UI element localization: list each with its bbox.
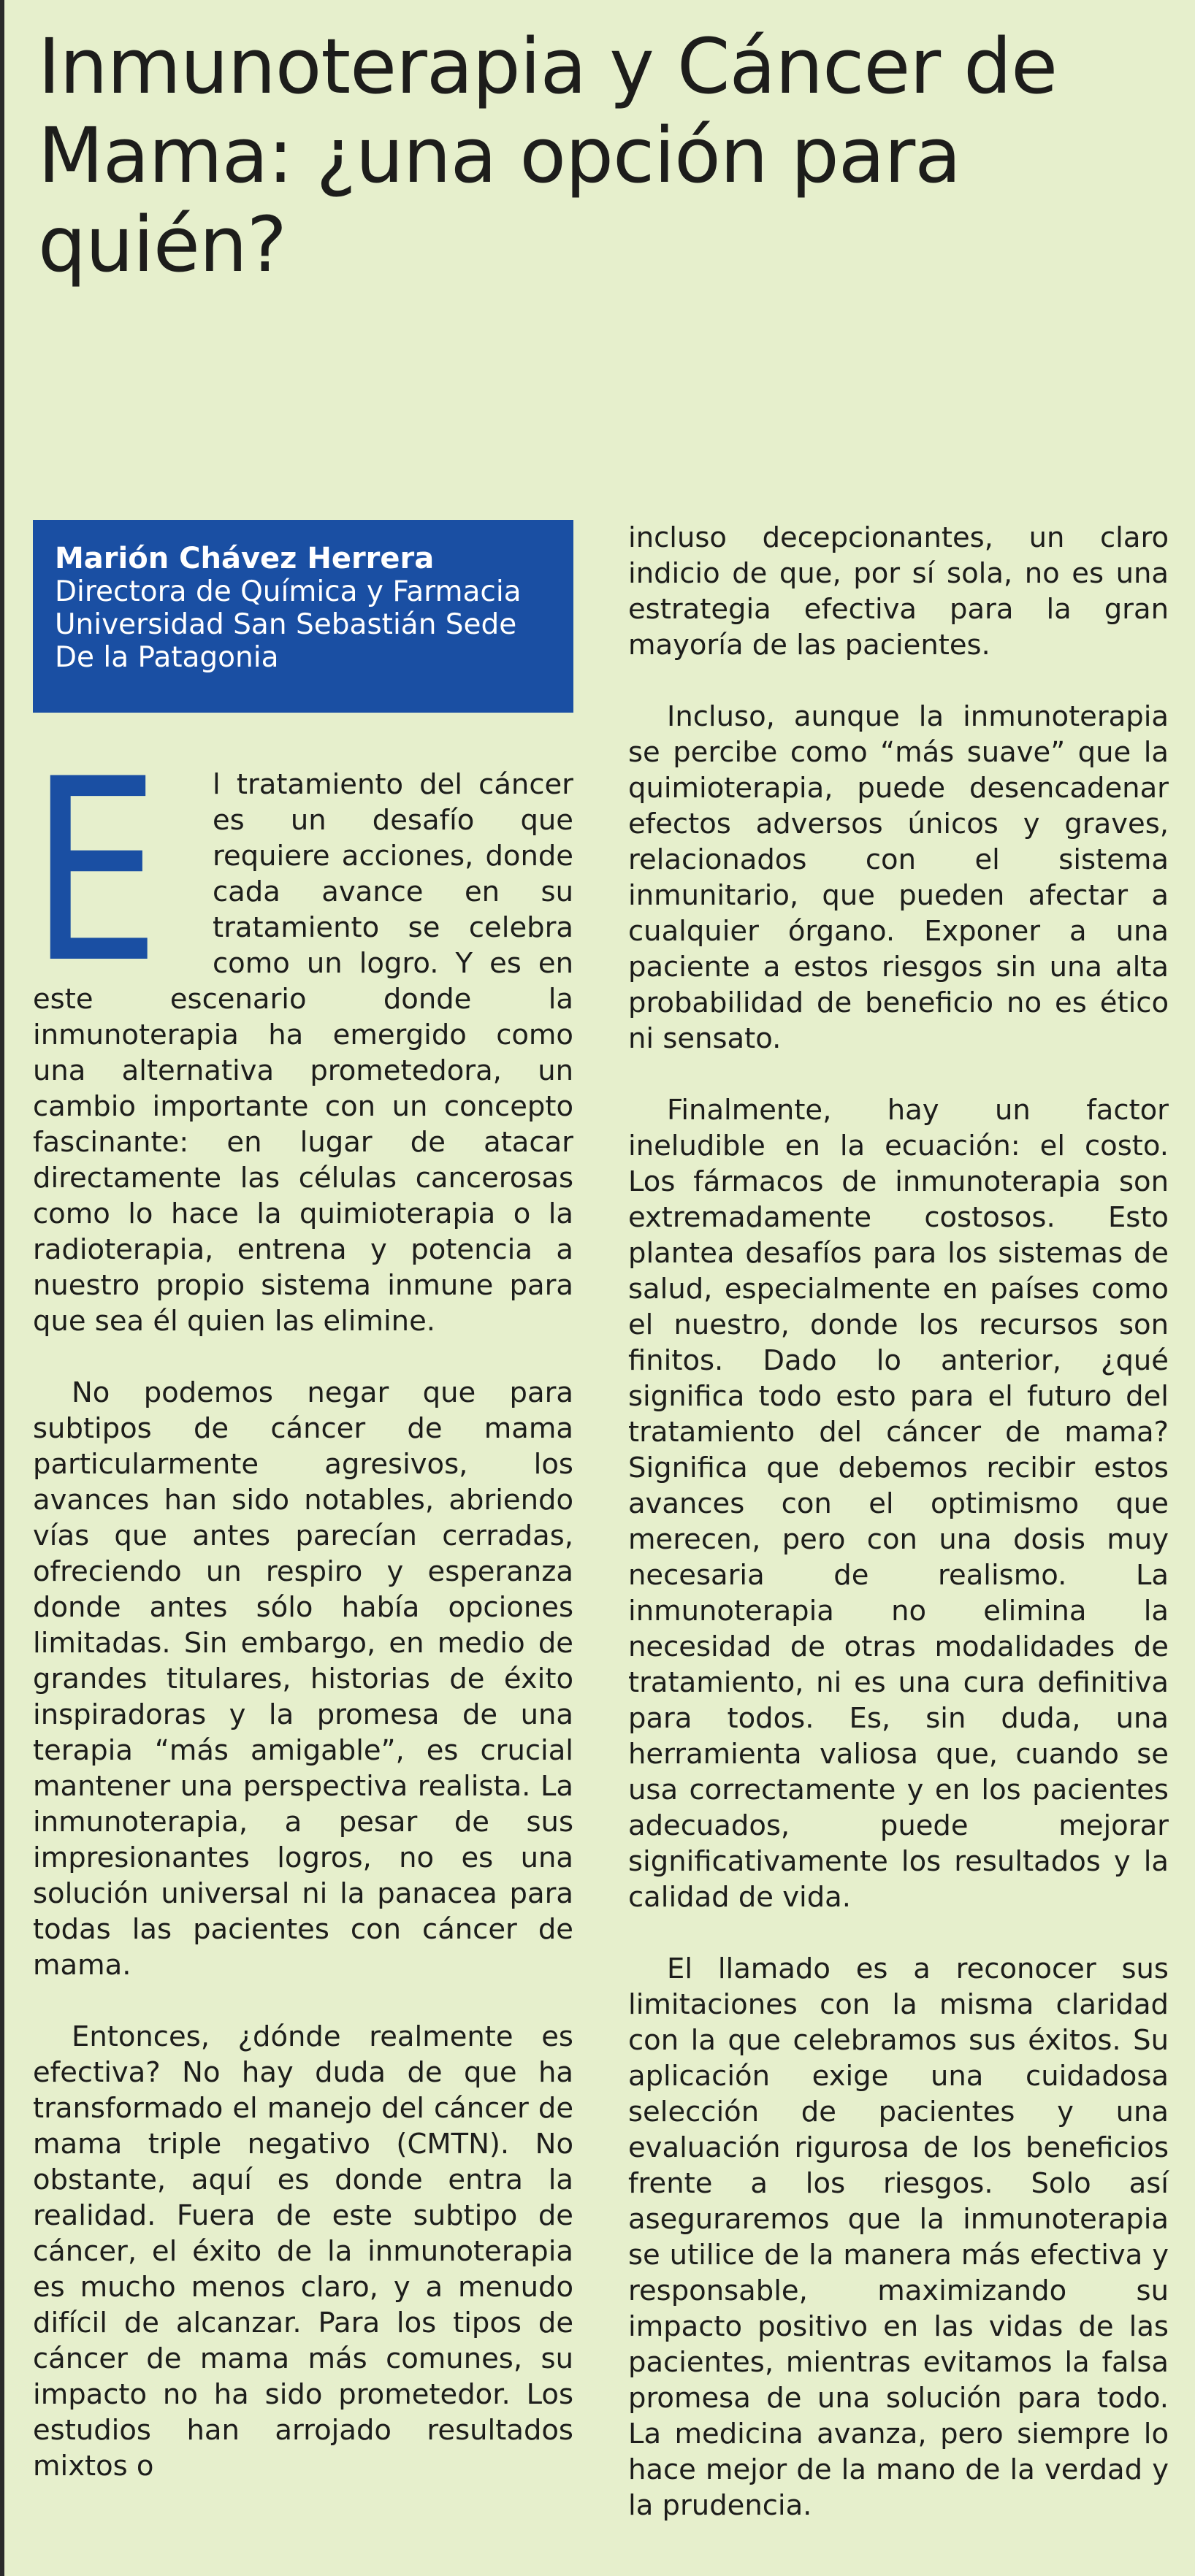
- left-column: [30, 726, 573, 2520]
- paragraph-1-text: l tratamiento del cáncer es un desafío que requiere acciones, donde cada avance en su tratamiento se celebra como un logro. Y es en este escenario donde la inmunoterapia ha emergido como una alternativa prometedora, un cambio importante con un concepto fascinante: en lugar de atacar directamente las células cancerosas como lo hace la quimioterapia o la radioterapia, entrena y potencia a nuestro propio sistema inmune para que sea él quien las elimine.: [33, 768, 573, 1338]
- paragraph-7: El llamado es a reconocer sus limitaciones con la misma claridad con la que celebramos sus éxitos. Su aplicación exige una cuidadosa selección de pacientes y una evaluación rigurosa de los beneficios frente a los riesgos. Solo así aseguraremos que la inmunoterapia se utilice de la manera más efectiva y responsable, maximizando su impacto positivo en las vidas de las pacientes, mientras evitamos la falsa promesa de una solución para todo. La medicina avanza, pero siempre lo hace mejor de la mano de la verdad y la prudencia.: [628, 1952, 1169, 2522]
- right-column: [628, 520, 1169, 2559]
- author-role: Directora de Química y Farmacia Universidad San Sebastián Sede De la Patagonia: [55, 575, 522, 674]
- paragraph-5: Incluso, aunque la inmunoterapia se percibe como “más suave” que la quimioterapia, puede desencadenar efectos adversos únicos y graves, relacionados con el sistema inmunitario, que pueden afectar a cualquier órgano. Exponer a una paciente a estos riesgos sin una alta probabilidad de beneficio no es ético ni sensato.: [628, 700, 1169, 1055]
- paragraph-4: incluso decepcionantes, un claro indicio de que, por sí sola, no es una estrategia efectiva para la gran mayoría de las pacientes.: [628, 521, 1169, 662]
- article-title: Inmunoterapia y Cáncer de Mama: ¿una opción para quién?: [38, 22, 1058, 289]
- drop-cap: E: [30, 726, 161, 1019]
- paragraph-1: [30, 726, 573, 1339]
- left-border-rule: [0, 0, 4, 2576]
- author-box: [33, 520, 573, 713]
- paragraph-6: Finalmente, hay un factor ineludible en la ecuación: el costo. Los fármacos de inmunoterapia son extremadamente costosos. Esto plantea desafíos para los sistemas de salud, especialmente en países como el nuestro, donde los recursos son finitos. Dado lo anterior, ¿qué significa todo esto para el futuro del tratamiento del cáncer de mama? Significa que debemos recibir estos avances con el optimismo que merecen, pero con una dosis muy necesaria de realismo. La inmunoterapia no elimina la necesidad de otras modalidades de tratamiento, ni es una cura definitiva para todos. Es, sin duda, una herramienta valiosa que, cuando se usa correctamente y en los pacientes adecuados, puede mejorar significativamente los resultados y la calidad de vida.: [628, 1094, 1169, 1914]
- paragraph-2: No podemos negar que para subtipos de cáncer de mama particularmente agresivos, los avances han sido notables, abriendo vías que antes parecían cerradas, ofreciendo un respiro y esperanza donde antes sólo había opciones limitadas. Sin embargo, en medio de grandes titulares, historias de éxito inspiradoras y la promesa de una terapia “más amigable”, es crucial mantener una perspectiva realista. La inmunoterapia, a pesar de sus impresionantes logros, no es una solución universal ni la panacea para todas las pacientes con cáncer de mama.: [33, 1376, 573, 1982]
- author-name: Marión Chávez Herrera: [55, 542, 435, 575]
- paragraph-3: Entonces, ¿dónde realmente es efectiva? No hay duda de que ha transformado el manejo del cáncer de mama triple negativo (CMTN). No obstante, aquí es donde entra la realidad. Fuera de este subtipo de cáncer, el éxito de la inmunoterapia es mucho menos claro, y a menudo difícil de alcanzar. Para los tipos de cáncer de mama más comunes, su impacto no ha sido prometedor. Los estudios han arrojado resultados mixtos o: [33, 2020, 573, 2483]
